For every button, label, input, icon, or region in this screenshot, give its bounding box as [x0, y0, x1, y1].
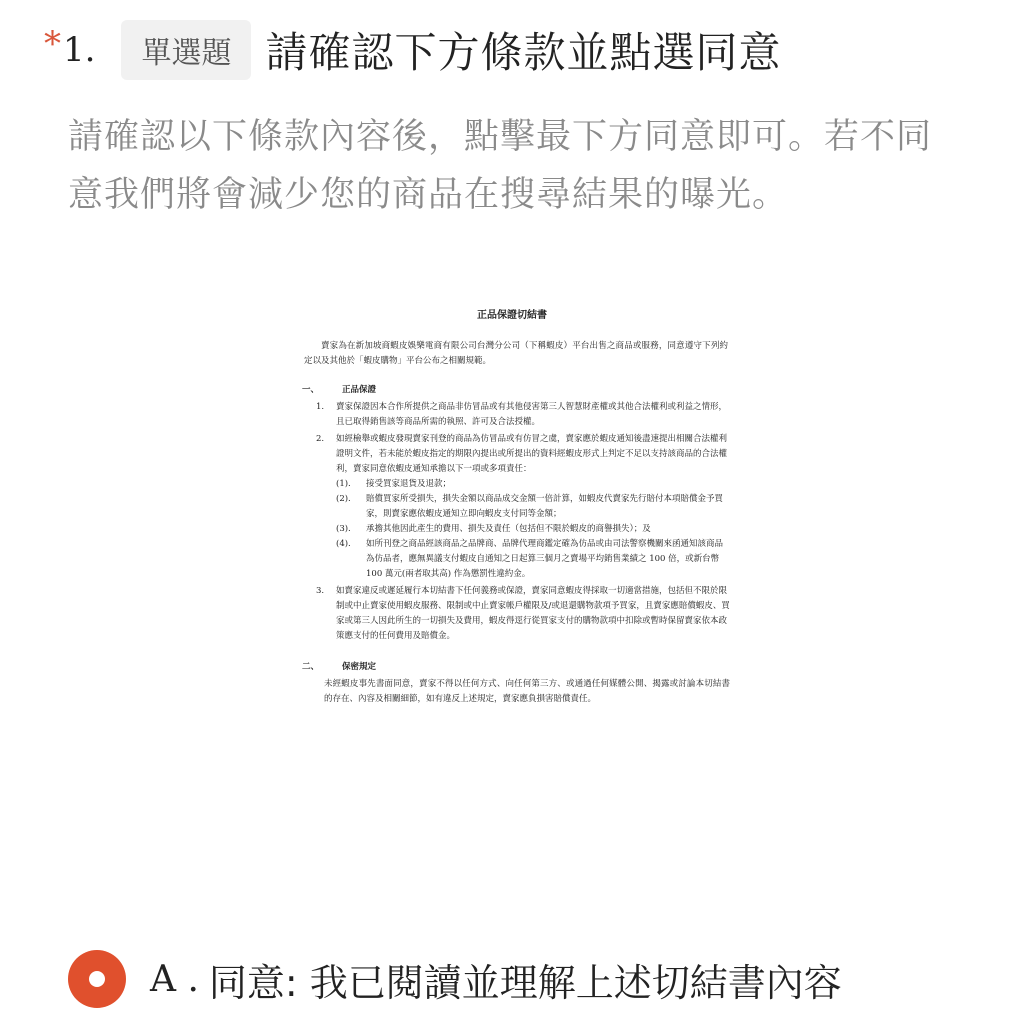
clause-body: 如經檢舉或蝦皮發現賣家刊登的商品為仿冒品或有仿冒之虞，賣家應於蝦皮通知後盡速提出相關合法權利證明文件，若未能於蝦皮指定的期限內提出或所提出的資料經蝦皮形式上判定不足以支持該商品的合法權利，賣家同意依蝦皮通知承擔以下一項或多項責任：: [336, 434, 728, 474]
question-header: [44, 18, 781, 82]
section-title: 正品保證: [342, 385, 377, 395]
sub-clause-text: 如所刊登之商品經該商品之品牌商、品牌代理商鑑定確為仿品或由司法警察機關來函通知該商品為仿品者，應無異議支付蝦皮自通知之日起算三個月之賣場平均銷售業績之 100 倍，或新台幣 100 萬元(兩者取其高) 作為懲罰性違約金。: [366, 539, 724, 579]
question-description: 請確認以下條款內容後，點擊最下方同意即可。若不同意我們將會減少您的商品在搜尋結果的曝光。: [68, 117, 933, 215]
option-agree[interactable]: [68, 948, 842, 1010]
question-number: 1.: [63, 30, 96, 70]
sub-clause-number: (1).: [336, 479, 351, 489]
sub-clause: [336, 477, 730, 492]
sub-clause-text: 承擔其他因此產生的費用、損失及責任（包括但不限於蝦皮的商譽損失）；及: [366, 524, 651, 534]
clause-text: 賣家保證因本合作所提供之商品非仿冒品或有其他侵害第三人智慧財產權或其他合法權利或利益之情形，且已取得銷售該等商品所需的執照、許可及合法授權。: [336, 402, 728, 427]
sub-clause-number: (4).: [336, 539, 351, 549]
radio-selected-icon[interactable]: [68, 950, 126, 1008]
clause-text: [336, 432, 730, 582]
sub-clause: [336, 537, 730, 582]
sub-clause-number: (2).: [336, 494, 351, 504]
section-body: 未經蝦皮事先書面同意，賣家不得以任何方式、向任何第三方、或通過任何媒體公開、揭露或討論本切結書的存在、內容及相關細節，如有違反上述規定，賣家應負損害賠償責任。: [324, 679, 730, 704]
clause-text: 如賣家違反或遲延履行本切結書下任何義務或保證，賣家同意蝦皮得採取一切適當措施，包括但不限於限制或中止賣家使用蝦皮服務、限制或中止賣家帳戶權限及/或退還購物款項予買家，且賣家應賠償蝦皮、買家或第三人因此所生的一切損失及費用，蝦皮得逕行從買家支付的購物款項中扣除或暫時保留賣家依本政策應支付的任何費用及賠償金。: [336, 586, 730, 641]
clause-number: 1.: [316, 402, 325, 412]
sub-clause-number: (3).: [336, 524, 351, 534]
clause-item: [282, 432, 742, 582]
clause-item: [282, 584, 742, 644]
section-number: 一、: [302, 385, 320, 395]
section-heading: [282, 660, 742, 675]
section-heading: [282, 383, 742, 398]
option-label[interactable]: 同意: 我已閱讀並理解上述切結書內容: [208, 960, 842, 1005]
sub-clause-text: 接受買家退貨及退款；: [366, 479, 452, 489]
option-letter: A .: [150, 958, 199, 1000]
sub-clause-text: 賠償買家所受損失，損失金額以商品成交金額一倍計算，如蝦皮代賣家先行賠付本項賠償金予買家，則賣家應依蝦皮通知立即向蝦皮支付同等金額；: [366, 494, 724, 519]
document-intro: 賣家為在新加坡商蝦皮娛樂電商有限公司台灣分公司（下稱蝦皮）平台出售之商品或服務，同意遵守下列約定以及其他於「蝦皮購物」平台公布之相關規範。: [304, 341, 728, 366]
document-title: 正品保證切結書: [477, 310, 547, 321]
clause-item: [282, 400, 742, 430]
clause-number: 3.: [316, 586, 325, 596]
clause-number: 2.: [316, 434, 325, 444]
sub-clause: [336, 492, 730, 522]
section-number: 二、: [302, 662, 320, 672]
radio-dot: [89, 971, 105, 987]
section-title: 保密規定: [342, 662, 377, 672]
question-type-badge: 單選題: [121, 20, 251, 80]
question-title: 請確認下方條款並點選同意: [265, 28, 782, 77]
required-mark: *: [44, 24, 61, 64]
sub-clause: [336, 522, 730, 537]
agreement-document-image: [282, 300, 742, 840]
